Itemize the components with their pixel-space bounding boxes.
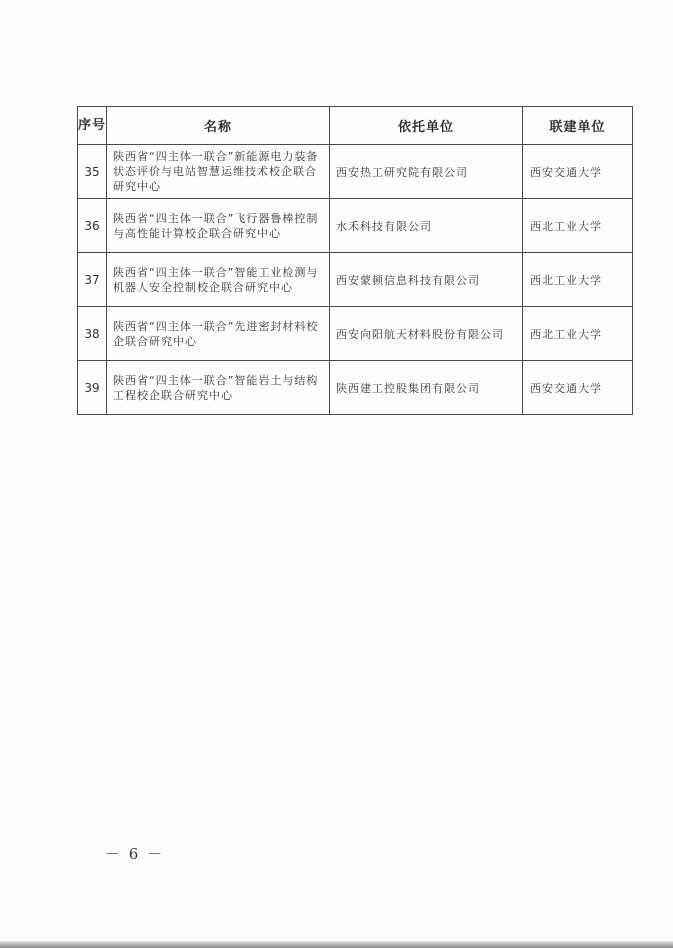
cell-partner-organization: 西安交通大学 [523, 361, 633, 415]
cell-serial-number: 37 [78, 253, 107, 307]
header-name: 名称 [107, 107, 330, 145]
cell-serial-number: 38 [78, 307, 107, 361]
table-row [78, 307, 633, 361]
table-header [78, 107, 633, 145]
cell-name: 陕西省“四主体一联合”智能工业检测与机器人安全控制校企联合研究中心 [107, 253, 330, 307]
table-header-row [78, 107, 633, 145]
table-row [78, 145, 633, 199]
cell-serial-number: 35 [78, 145, 107, 199]
cell-partner-organization: 西安交通大学 [523, 145, 633, 199]
table-row [78, 361, 633, 415]
cell-partner-organization: 西北工业大学 [523, 199, 633, 253]
table-row [78, 199, 633, 253]
table-row [78, 253, 633, 307]
header-serial-number: 序号 [78, 107, 107, 145]
cell-partner-organization: 西北工业大学 [523, 253, 633, 307]
table-body [78, 145, 633, 415]
cell-serial-number: 36 [78, 199, 107, 253]
cell-partner-organization: 西北工业大学 [523, 307, 633, 361]
cell-name: 陕西省“四主体一联合”智能岩土与结构工程校企联合研究中心 [107, 361, 330, 415]
research-center-table [77, 106, 633, 415]
cell-host-organization: 西安热工研究院有限公司 [330, 145, 523, 199]
header-partner-organization: 联建单位 [523, 107, 633, 145]
cell-host-organization: 西安蒙顿信息科技有限公司 [330, 253, 523, 307]
scan-edge-shadow [0, 941, 673, 948]
cell-host-organization: 水禾科技有限公司 [330, 199, 523, 253]
cell-name: 陕西省“四主体一联合”新能源电力装备状态评价与电站智慧运维技术校企联合研究中心 [107, 145, 330, 199]
cell-name: 陕西省“四主体一联合”先进密封材料校企联合研究中心 [107, 307, 330, 361]
cell-host-organization: 西安向阳航天材料股份有限公司 [330, 307, 523, 361]
page-number: － 6 － [105, 845, 165, 863]
cell-name: 陕西省“四主体一联合”飞行器鲁棒控制与高性能计算校企联合研究中心 [107, 199, 330, 253]
cell-host-organization: 陕西建工控股集团有限公司 [330, 361, 523, 415]
header-host-organization: 依托单位 [330, 107, 523, 145]
cell-serial-number: 39 [78, 361, 107, 415]
